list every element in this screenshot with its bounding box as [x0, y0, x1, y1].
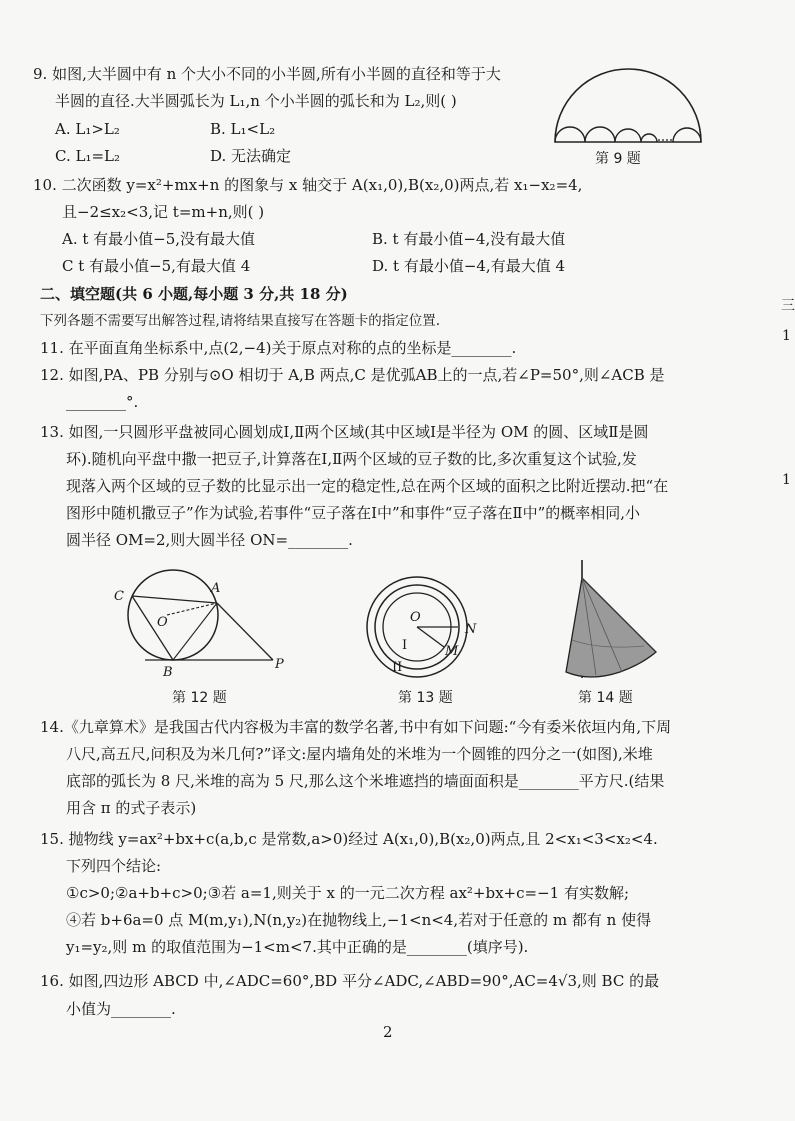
q12-line1: 12. 如图,PA、PB 分别与⊙O 相切于 A,B 两点,C 是优弧AB上的一点,若∠P=50°,则∠ACB 是 — [40, 366, 665, 384]
q10-option-b: B. t 有最小值−4,没有最大值 — [372, 230, 566, 248]
fig12-label-o: O — [157, 615, 168, 630]
q10-option-d: D. t 有最小值−4,有最大值 4 — [372, 257, 566, 275]
figure-14-caption: 第 14 题 — [578, 690, 633, 706]
fig13-label-n: N — [465, 622, 477, 637]
q10-line1: 10. 二次函数 y=x²+mx+n 的图象与 x 轴交于 A(x₁,0),B(x₂,0)两点,若 x₁−x₂=4, — [33, 176, 583, 194]
q9-line2: 半圆的直径.大半圆弧长为 L₁,n 个小半圆的弧长和为 L₂,则( ) — [55, 92, 457, 110]
q14-line2: 八尺,高五尺,问积及为米几何?”译文:屋内墙角处的米堆为一个圆锥的四分之一(如图),米堆 — [66, 745, 653, 763]
fig12-label-b: B — [163, 665, 173, 680]
margin-mark-3: 1 — [782, 472, 791, 488]
section-2-instruction: 下列各题不需要写出解答过程,请将结果直接写在答题卡的指定位置. — [40, 313, 441, 329]
q14-line4: 用含 π 的式子表示) — [66, 799, 197, 817]
margin-mark-1: 三 — [781, 298, 795, 314]
figure-12-caption: 第 12 题 — [172, 690, 227, 706]
page-number: 2 — [383, 1023, 393, 1041]
q13-line4: 图形中随机撒豆子”作为试验,若事件“豆子落在Ⅰ中”和事件“豆子落在Ⅱ中”的概率相同,小 — [66, 504, 641, 522]
margin-mark-2: 1 — [782, 328, 791, 344]
figure-13-caption: 第 13 题 — [398, 690, 453, 706]
q12-line2: ________°. — [66, 393, 139, 411]
q13-line1: 13. 如图,一只圆形平盘被同心圆划成Ⅰ,Ⅱ两个区域(其中区域Ⅰ是半径为 OM 的圆、区域Ⅱ是圆 — [40, 423, 649, 441]
q16-line1: 16. 如图,四边形 ABCD 中,∠ADC=60°,BD 平分∠ADC,∠ABD=90°,AC=4√3,则 BC 的最 — [40, 972, 660, 990]
fig13-region-i: I — [402, 638, 408, 653]
q15-line2: 下列四个结论: — [66, 857, 162, 875]
fig13-region-ii: II — [392, 660, 403, 675]
q15-line1: 15. 抛物线 y=ax²+bx+c(a,b,c 是常数,a>0)经过 A(x₁,0),B(x₂,0)两点,且 2<x₁<3<x₂<4. — [40, 830, 658, 848]
figure-13-concentric-circles — [362, 575, 482, 685]
q10-option-a: A. t 有最小值−5,没有最大值 — [62, 230, 256, 248]
q10-line2: 且−2≤x₂<3,记 t=m+n,则( ) — [62, 203, 265, 221]
fig13-label-o: O — [410, 610, 421, 625]
figure-9-caption: 第 9 题 — [595, 151, 641, 167]
q9-option-b: B. L₁<L₂ — [210, 120, 276, 138]
q10-option-c: C t 有最小值−5,有最大值 4 — [62, 257, 251, 275]
section-2-title: 二、填空题(共 6 小题,每小题 3 分,共 18 分) — [40, 285, 348, 303]
q14-line1: 14.《九章算术》是我国古代内容极为丰富的数学名著,书中有如下问题:“今有委米依垣内角,下周 — [40, 718, 672, 736]
fig12-label-c: C — [114, 589, 124, 604]
q13-line2: 环).随机向平盘中撒一把豆子,计算落在Ⅰ,Ⅱ两个区域的豆子数的比,多次重复这个试验,发 — [66, 450, 637, 468]
q9-line1: 9. 如图,大半圆中有 n 个大小不同的小半圆,所有小半圆的直径和等于大 — [33, 65, 501, 83]
figure-14-rice-pile — [560, 560, 670, 685]
q15-line5: y₁=y₂,则 m 的取值范围为−1<m<7.其中正确的是________(填序号). — [66, 938, 529, 956]
q15-line3: ①c>0;②a+b+c>0;③若 a=1,则关于 x 的一元二次方程 ax²+bx+c=−1 有实数解; — [66, 884, 630, 902]
q9-option-a: A. L₁>L₂ — [55, 120, 120, 138]
fig12-label-p: P — [275, 657, 284, 672]
fig12-label-a: A — [211, 581, 221, 596]
q13-line3: 现落入两个区域的豆子数的比显示出一定的稳定性,总在两个区域的面积之比附近摆动.把“在 — [66, 477, 669, 495]
figure-12-tangent-circle — [105, 570, 295, 680]
q14-line3: 底部的弧长为 8 尺,米堆的高为 5 尺,那么这个米堆遮挡的墙面面积是________平方尺.(结果 — [66, 772, 665, 790]
q15-line4: ④若 b+6a=0 点 M(m,y₁),N(n,y₂)在抛物线上,−1<n<4,若对于任意的 m 都有 n 使得 — [66, 911, 652, 929]
q11-line1: 11. 在平面直角坐标系中,点(2,−4)关于原点对称的点的坐标是________. — [40, 339, 517, 357]
q9-option-d: D. 无法确定 — [210, 147, 292, 165]
fig13-label-m: M — [445, 644, 459, 659]
figure-9-semicircles — [545, 62, 715, 147]
q13-line5: 圆半径 OM=2,则大圆半径 ON=________. — [66, 531, 353, 549]
q9-option-c: C. L₁=L₂ — [55, 147, 120, 165]
q16-line2: 小值为________. — [66, 1000, 176, 1018]
